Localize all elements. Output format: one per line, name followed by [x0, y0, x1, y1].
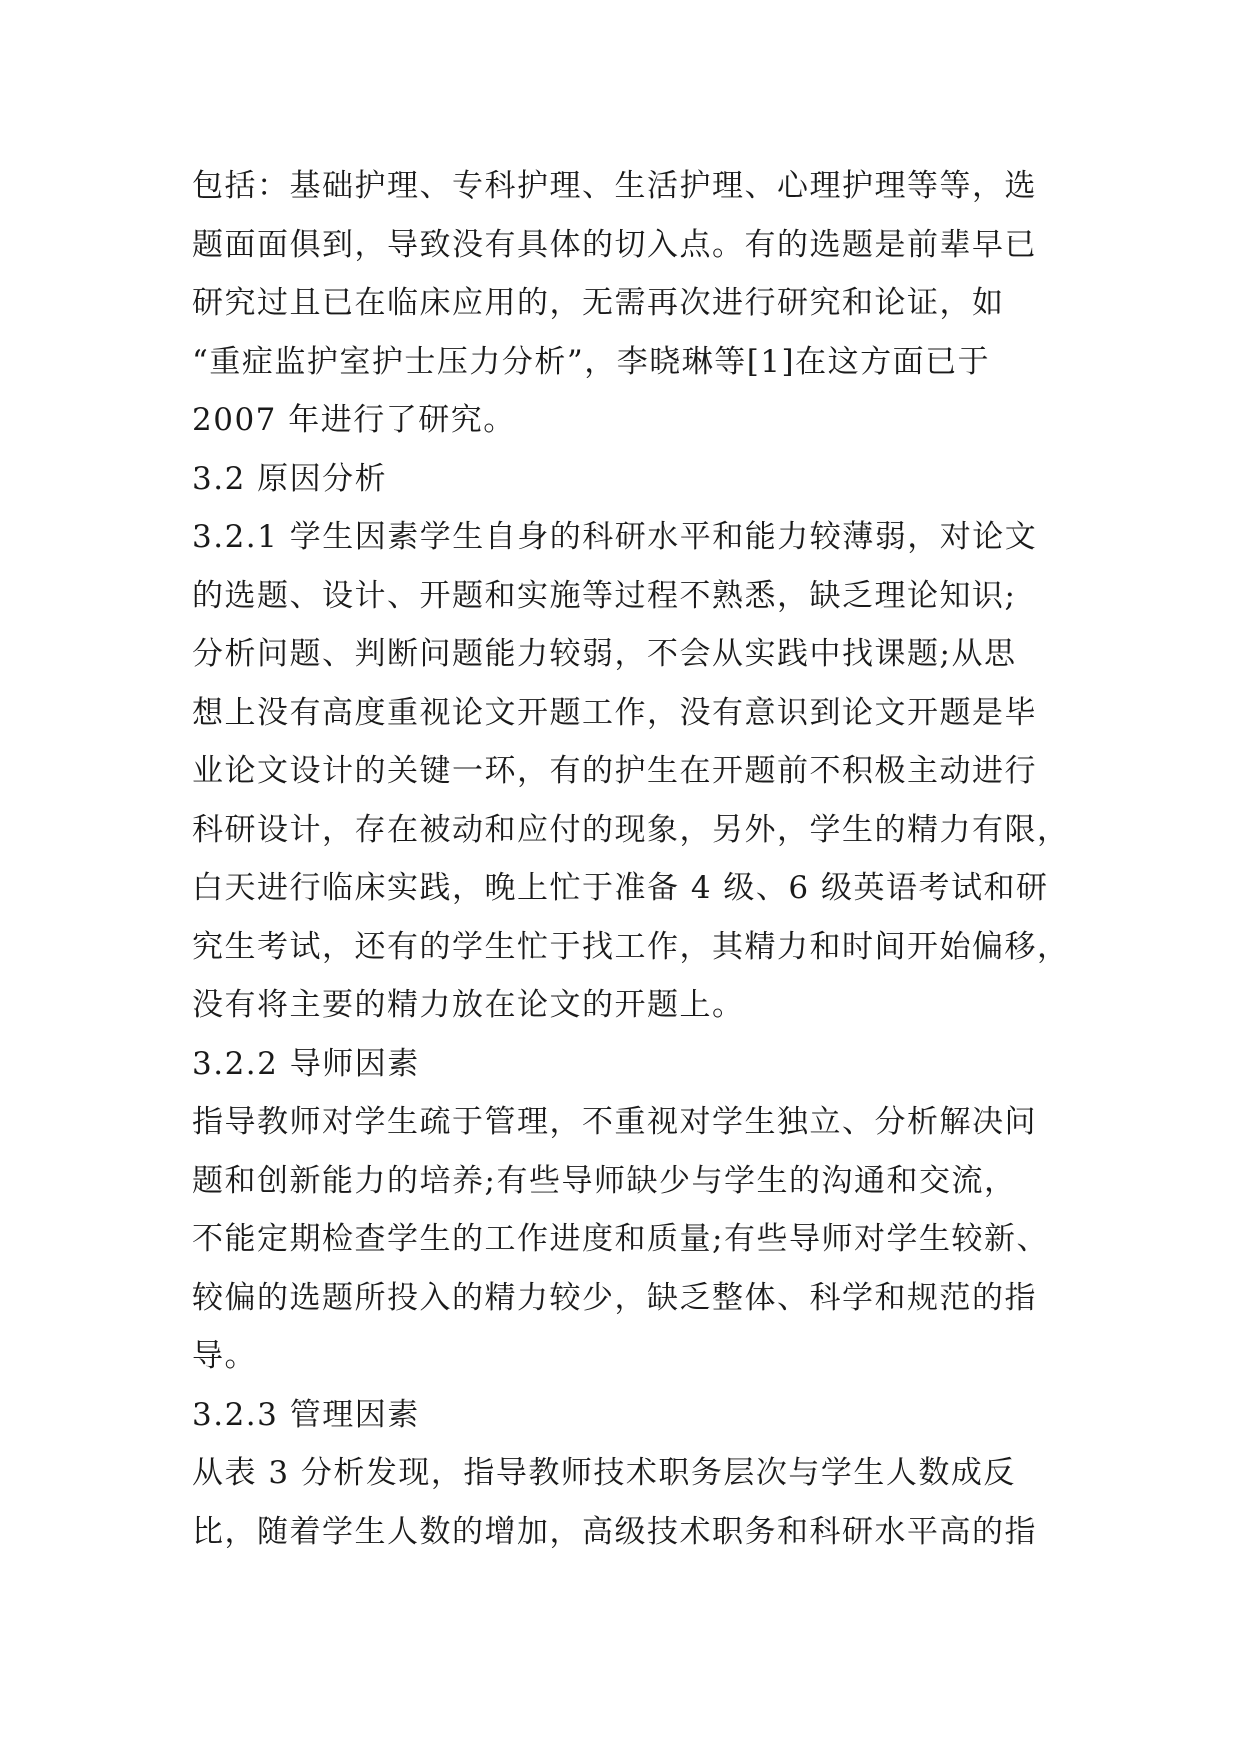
text-line: 究生考试，还有的学生忙于找工作，其精力和时间开始偏移， [192, 928, 1070, 965]
text-line: 指导教师对学生疏于管理，不重视对学生独立、分析解决问 [192, 1104, 1037, 1140]
text-line: 2007 年进行了研究。 [192, 402, 516, 438]
subsection-heading: 3.2.3 管理因素 [192, 1396, 420, 1433]
text-line: 较偏的选题所投入的精力较少，缺乏整体、科学和规范的指 [192, 1279, 1037, 1316]
text-line: 题面面俱到，导致没有具体的切入点。有的选题是前辈早已 [192, 226, 1037, 263]
text-line: “重症监护室护士压力分析”，李晓琳等[1]在这方面已于 [192, 343, 991, 380]
text-line: 从表 3 分析发现，指导教师技术职务层次与学生人数成反 [192, 1455, 1016, 1491]
text-line: 的选题、设计、开题和实施等过程不熟悉，缺乏理论知识; [192, 577, 1017, 614]
text-line: 导。 [192, 1338, 257, 1374]
text-line: 包括：基础护理、专科护理、生活护理、心理护理等等，选 [192, 168, 1037, 204]
text-line: 题和创新能力的培养;有些导师缺少与学生的沟通和交流， [192, 1162, 1017, 1199]
text-line: 3.2.1 学生因素学生自身的科研水平和能力较薄弱，对论文 [192, 519, 1038, 555]
text-line: 研究过且已在临床应用的，无需再次进行研究和论证，如 [192, 285, 1005, 321]
text-line: 没有将主要的精力放在论文的开题上。 [192, 987, 745, 1023]
text-line: 不能定期检查学生的工作进度和质量;有些导师对学生较新、 [192, 1221, 1049, 1257]
body-text [192, 157, 1072, 1561]
subsection-heading: 3.2.2 导师因素 [192, 1045, 420, 1082]
text-line: 分析问题、判断问题能力较弱，不会从实践中找课题;从思 [192, 636, 1017, 672]
text-line: 业论文设计的关键一环，有的护生在开题前不积极主动进行 [192, 753, 1037, 789]
text-line: 比，随着学生人数的增加，高级技术职务和科研水平高的指 [192, 1513, 1037, 1550]
text-line: 科研设计，存在被动和应付的现象，另外，学生的精力有限， [192, 811, 1070, 848]
text-line: 白天进行临床实践，晚上忙于准备 4 级、6 级英语考试和研 [192, 870, 1049, 906]
text-line: 想上没有高度重视论文开题工作，没有意识到论文开题是毕 [192, 694, 1037, 731]
section-heading: 3.2 原因分析 [192, 460, 388, 497]
